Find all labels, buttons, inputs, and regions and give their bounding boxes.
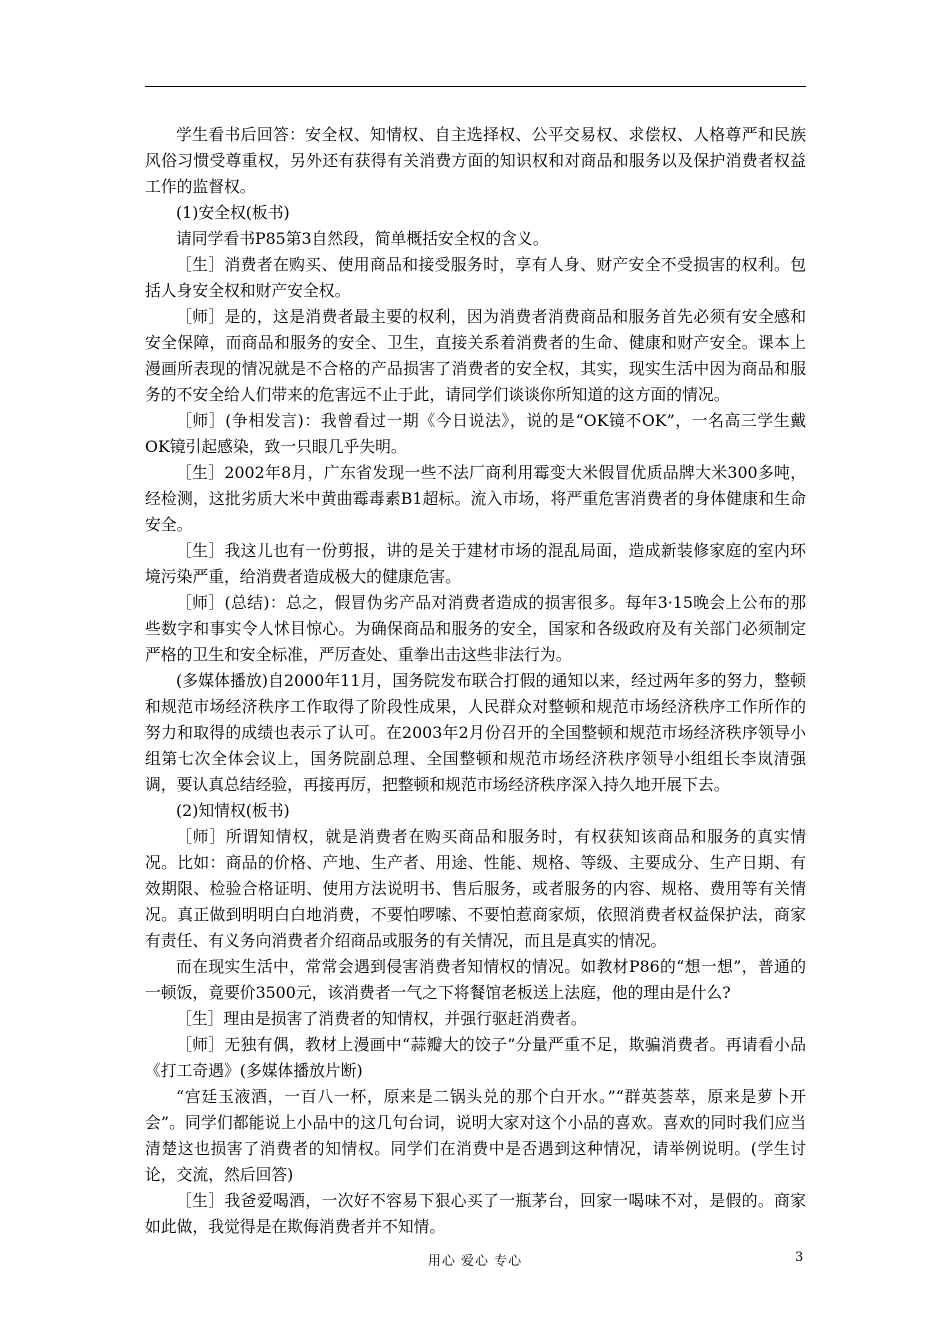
paragraph: (多媒体播放)自2000年11月，国务院发布联合打假的通知以来，经过两年多的努力，整顿和规范市场经济秩序工作取得了阶段性成果，人民群众对整顿和规范市场经济秩序工作所作的努力和取得的成绩也表示了认可。在2003年2月份召开的全国整顿和规范市场经济秩序领导小组第七次全体会议上，国务院副总理、全国整顿和规范市场经济秩序领导小组组长李岚清强调，要认真总结经验，再接再厉，把整顿和规范市场经济秩序深入持久地开展下去。	[145, 671, 806, 794]
paragraph: 请同学看书P85第3自然段，简单概括安全权的含义。	[176, 229, 549, 248]
paragraph: ［生］消费者在购买、使用商品和接受服务时，享有人身、财产安全不受损害的权利。包括人身安全权和财产安全权。	[145, 255, 806, 300]
paragraph: ［师］(总结)：总之，假冒伪劣产品对消费者造成的损害很多。每年3·15晚会上公布的那些数字和事实令人怵目惊心。为确保商品和服务的安全，国家和各级政府及有关部门必须制定严格的卫生和安全标准，严厉查处、重拳出击这些非法行为。	[145, 593, 806, 664]
paragraph: 而在现实生活中，常常会遇到侵害消费者知情权的情况。如教材P86的“想一想”，普通的一顿饭，竟要价3500元，该消费者一气之下将餐馆老板送上法庭，他的理由是什么?	[145, 957, 806, 1002]
paragraph: ［师］所谓知情权，就是消费者在购买商品和服务时，有权获知该商品和服务的真实情况。比如：商品的价格、产地、生产者、用途、性能、规格、等级、主要成分、生产日期、有效期限、检验合格证明、使用方法说明书、售后服务，或者服务的内容、规格、费用等有关情况。真正做到明明白白地消费，不要怕啰嗦、不要怕惹商家烦，依照消费者权益保护法，商家有责任、有义务向消费者介绍商品或服务的有关情况，而且是真实的情况。	[145, 827, 806, 950]
footer-motto: 用心 爱心 专心	[427, 1254, 523, 1269]
section-heading-safety: (1)安全权(板书)	[176, 203, 290, 222]
paragraph: ［生］我这儿也有一份剪报，讲的是关于建材市场的混乱局面，造成新装修家庭的室内环境污染严重，给消费者造成极大的健康危害。	[145, 541, 806, 586]
paragraph: ［生］理由是损害了消费者的知情权，并强行驱赶消费者。	[176, 1009, 587, 1028]
document-body	[145, 122, 806, 1240]
page-number: 3	[795, 1250, 804, 1265]
paragraph: ［师］是的，这是消费者最主要的权利，因为消费者消费商品和服务首先必须有安全感和安全保障，而商品和服务的安全、卫生，直接关系着消费者的生命、健康和财产安全。课本上漫画所表现的情况就是不合格的产品损害了消费者的安全权，其实，现实生活中因为商品和服务的不安全给人们带来的危害远不止于此，请同学们谈谈你所知道的这方面的情况。	[145, 307, 806, 404]
paragraph: 学生看书后回答：安全权、知情权、自主选择权、公平交易权、求偿权、人格尊严和民族风俗习惯受尊重权，另外还有获得有关消费方面的知识权和对商品和服务以及保护消费者权益工作的监督权。	[145, 125, 806, 196]
paragraph: “宫廷玉液酒，一百八一杯，原来是二锅头兑的那个白开水。”“群英荟萃，原来是萝卜开会”。同学们都能说上小品中的这几句台词，说明大家对这个小品的喜欢。喜欢的同时我们应当清楚这也损害了消费者的知情权。同学们在消费中是否遇到这种情况，请举例说明。(学生讨论，交流，然后回答)	[145, 1087, 806, 1184]
paragraph: ［师］(争相发言)：我曾看过一期《今日说法》，说的是“OK镜不OK”，一名高三学生戴OK镜引起感染，致一只眼几乎失明。	[145, 411, 806, 456]
header-rule	[145, 86, 806, 87]
paragraph: ［生］2002年8月，广东省发现一些不法厂商利用霉变大米假冒优质品牌大米300多吨，经检测，这批劣质大米中黄曲霉毒素B1超标。流入市场，将严重危害消费者的身体健康和生命安全。	[145, 463, 806, 534]
paragraph: ［生］我爸爱喝酒，一次好不容易下狠心买了一瓶茅台，回家一喝味不对，是假的。商家如此做，我觉得是在欺侮消费者并不知情。	[145, 1191, 806, 1236]
page-footer	[0, 1250, 950, 1270]
paragraph: ［师］无独有偶，教材上漫画中“蒜瓣大的饺子”分量严重不足，欺骗消费者。再请看小品《打工奇遇》(多媒体播放片断)	[145, 1035, 806, 1080]
section-heading-right-to-know: (2)知情权(板书)	[176, 801, 290, 820]
